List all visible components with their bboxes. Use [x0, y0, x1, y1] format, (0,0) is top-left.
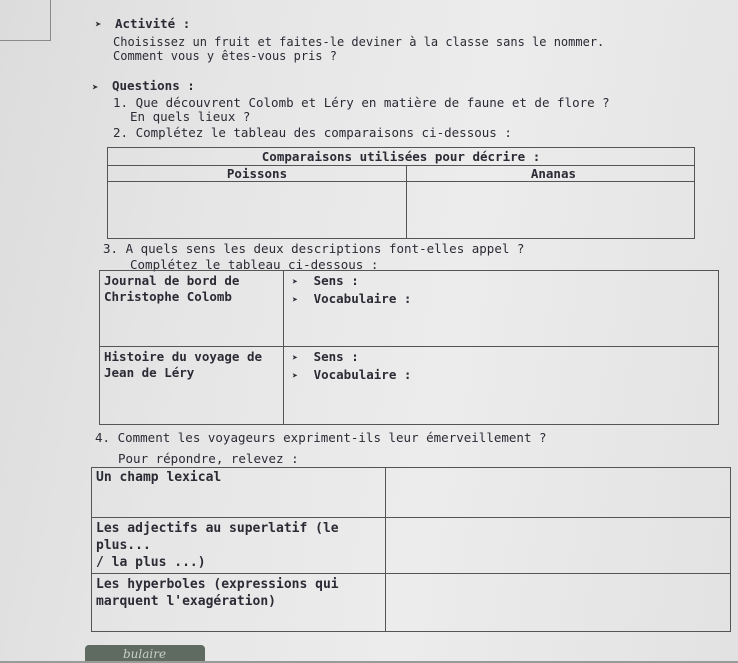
answer-hyperboles[interactable]	[386, 574, 731, 632]
row-lery-answer[interactable]	[284, 347, 719, 425]
question-3b: Complétez le tableau ci-dessous :	[130, 257, 379, 272]
question-4b: Pour répondre, relevez :	[118, 451, 299, 466]
sens-label: Sens :	[313, 349, 359, 364]
answer-superlatif[interactable]	[386, 518, 731, 574]
answer-champ-lexical[interactable]	[386, 468, 731, 518]
footer-tab-label: bulaire	[123, 647, 167, 661]
row-colomb-label	[100, 271, 284, 347]
question-1b: En quels lieux ?	[130, 109, 251, 124]
vocab-label: Vocabulaire :	[313, 367, 412, 382]
bullet-arrow-icon: ➤	[292, 353, 299, 364]
row-lery-label	[100, 347, 284, 425]
bullet-arrow-icon: ➤	[92, 81, 99, 94]
row-hyperboles-line2: marquent l'exagération)	[96, 594, 277, 609]
expressions-table	[91, 467, 731, 632]
row-lery-line1: Histoire du voyage de	[104, 349, 263, 364]
row-champ-lexical: Un champ lexical	[92, 468, 386, 518]
activite-line1: Choisissez un fruit et faites-le deviner à la classe sans le nommer.	[113, 35, 605, 49]
question-2: 2. Complétez le tableau des comparaisons ci-dessous :	[113, 125, 512, 140]
questions-title: Questions :	[112, 78, 195, 93]
sens-label: Sens :	[313, 273, 359, 288]
comparisons-header: Comparaisons utilisées pour décrire :	[108, 148, 695, 166]
row-superlatif	[92, 518, 386, 574]
senses-table	[99, 270, 719, 425]
row-hyperboles-line1: Les hyperboles (expressions qui	[96, 577, 339, 592]
question-1a: 1. Que découvrent Colomb et Léry en matière de faune et de flore ?	[113, 95, 610, 110]
row-lery-line2: Jean de Léry	[104, 365, 195, 380]
question-4a: 4. Comment les voyageurs expriment-ils leur émerveillement ?	[95, 430, 547, 445]
bullet-arrow-icon: ➤	[95, 18, 102, 31]
row-colomb-line1: Journal de bord de	[104, 273, 240, 288]
row-superlatif-line1: Les adjectifs au superlatif (le plus...	[96, 521, 339, 553]
col-ananas: Ananas	[407, 166, 695, 182]
col-poissons: Poissons	[108, 166, 407, 182]
comparisons-table	[107, 147, 695, 239]
row-colomb-line2: Christophe Colomb	[104, 289, 232, 304]
answer-cell-poissons[interactable]	[108, 182, 407, 239]
footer-tab	[85, 645, 205, 661]
answer-cell-ananas[interactable]	[407, 182, 695, 239]
bullet-arrow-icon: ➤	[292, 295, 299, 306]
question-3a: 3. A quels sens les deux descriptions font-elles appel ?	[103, 241, 525, 256]
activite-line2: Comment vous y êtes-vous pris ?	[113, 49, 337, 63]
row-superlatif-line2: / la plus ...)	[96, 555, 206, 570]
bullet-arrow-icon: ➤	[292, 371, 299, 382]
bullet-arrow-icon: ➤	[292, 277, 299, 288]
vocab-label: Vocabulaire :	[313, 291, 412, 306]
activite-title: Activité :	[115, 16, 191, 31]
margin-box	[0, 0, 51, 41]
row-hyperboles	[92, 574, 386, 632]
row-colomb-answer[interactable]	[284, 271, 719, 347]
